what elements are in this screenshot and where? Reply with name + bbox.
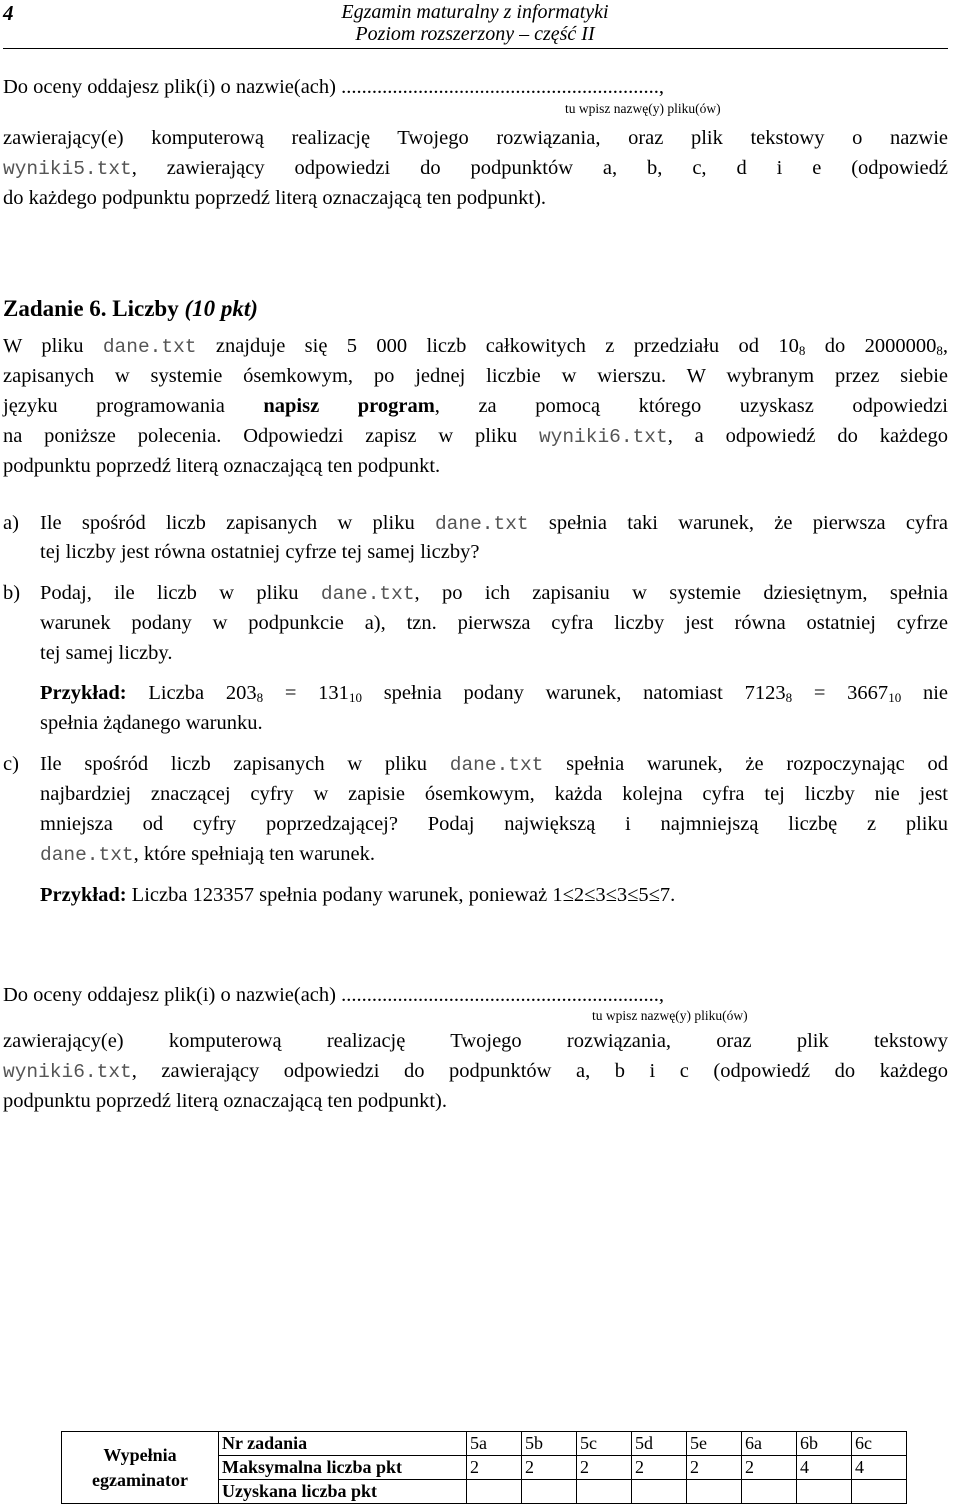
item-b-example-line2: spełnia żądanego warunku. [40,712,263,734]
intro-line1 [3,334,948,363]
text: W wybranym przez siebie [686,365,948,387]
submit-text: Do oceny oddajesz plik(i) o nazwie(ach) [3,984,342,1006]
text: Liczba 123357 spełnia podany warunek, ponieważ 1≤2≤3≤3≤5≤7. [126,884,676,906]
filename: wyniki6.txt [538,426,668,448]
item-b-label: b) [3,582,21,604]
text: zapisanych w systemie ósemkowym, po jednej liczbie w wierszu. [3,365,687,387]
block6-line4: podpunktu poprzedź literą oznaczającą ten podpunkt). [3,1090,447,1112]
task-title: Zadanie 6. Liczby [3,296,185,321]
examiner-label: Wypełnia [103,1445,177,1465]
item-c-line2: najbardziej znaczącej cyfry w zapisie ósemkowym, każda kolejna cyfra tej liczby nie jest [40,783,948,805]
text: Ile spośród liczb zapisanych w pliku [40,512,435,534]
item-b-line3: tej samej liczby. [40,642,173,664]
score-input-cell[interactable] [852,1480,907,1504]
text: = 3667 [792,682,889,704]
item-a-line2: tej liczby jest równa ostatniej cyfrze tej samej liczby? [40,541,480,563]
table-cell: 6b [797,1432,852,1456]
subscript: 8 [256,690,264,705]
item-c-label: c) [3,753,19,775]
table-cell: 2 [742,1456,797,1480]
item-b-example [40,681,948,710]
header-title-2: Poziom rozszerzony – część II [355,23,595,45]
table-cell: 5d [632,1432,687,1456]
table-cell: 2 [467,1456,522,1480]
table-cell: 4 [852,1456,907,1480]
filename: dane.txt [40,844,134,866]
score-input-cell[interactable] [632,1480,687,1504]
text: języku programowania [3,395,264,417]
subscript: 8 [785,690,793,705]
subscript: 8 [936,343,943,358]
text: znajduje się 5 000 liczb całkowitych z przedziału od 10 [196,335,799,357]
filename: wyniki5.txt [3,158,132,180]
task-heading [3,296,258,322]
page-number: 4 [3,1,14,25]
text: , zawierający odpowiedzi do podpunktów a, b, c, d i e (odpowiedź [131,157,948,179]
filename: dane.txt [102,336,197,358]
item-a-line1 [40,511,948,536]
score-input-cell[interactable] [522,1480,577,1504]
score-input-cell[interactable] [577,1480,632,1504]
filename: dane.txt [449,754,544,776]
submit-line-6 [3,983,948,1007]
text: nie [901,682,948,704]
subscript: 8 [798,343,806,358]
header-title-1: Egzamin maturalny z informatyki [341,1,609,23]
intro-line3 [3,394,948,418]
bold-instruction: napisz program [263,395,435,417]
task-points: (10 pkt) [184,296,258,321]
table-cell: 2 [522,1456,577,1480]
filename: wyniki6.txt [3,1061,132,1083]
text: na poniższe polecenia. Odpowiedzi zapisz w pliku [3,425,539,447]
row-label: Maksymalna liczba pkt [219,1456,467,1480]
item-a-label: a) [3,512,19,534]
example-label: Przykład: [40,884,127,906]
filename-hint: tu wpisz nazwę(y) pliku(ów) [565,101,721,116]
block5-line2: zawierający(e) komputerową realizację Twojego rozwiązania, oraz plik tekstowy o nazwie [3,127,948,149]
subscript: 10 [888,690,902,705]
text: , za pomocą którego uzyskasz odpowiedzi [434,395,948,417]
score-input-cell[interactable] [797,1480,852,1504]
text: spełnia taki warunek, że pierwsza cyfra [528,512,948,534]
submit-dots: .............................................................., [341,984,664,1006]
examiner-label: egzaminator [92,1470,188,1490]
filename: dane.txt [434,513,529,535]
table-cell: 2 [632,1456,687,1480]
text: Liczba 203 [126,682,257,704]
examiner-cell [62,1432,219,1504]
item-c-line1 [40,752,948,777]
score-input-cell[interactable] [742,1480,797,1504]
filename-hint: tu wpisz nazwę(y) pliku(ów) [592,1008,748,1023]
block6-line2: zawierający(e) komputerową realizację Twojego rozwiązania, oraz plik tekstowy [3,1030,948,1052]
header-rule [3,48,948,49]
item-b-line1 [40,581,948,606]
row-label: Uzyskana liczba pkt [219,1480,467,1504]
text: , [942,335,949,357]
text: spełnia warunek, że rozpoczynając od [543,753,948,775]
table-cell: 5e [687,1432,742,1456]
item-c-line3: mniejsza od cyfry poprzedzającej? Podaj największą i najmniejszą liczbę z pliku [40,813,948,835]
intro-line5: podpunktu poprzedź literą oznaczającą ten podpunkt. [3,455,441,477]
text: , zawierający odpowiedzi do podpunktów a, b i c (odpowiedź do każdego [131,1060,948,1082]
table-cell: 6a [742,1432,797,1456]
block6-line3 [3,1059,948,1084]
table-cell: 5a [467,1432,522,1456]
table-cell: 2 [687,1456,742,1480]
intro-line4 [3,424,948,449]
item-c-example [40,883,948,907]
text: = 131 [263,682,349,704]
example-label: Przykład: [40,682,127,704]
table-cell: 6c [852,1432,907,1456]
text: Ile spośród liczb zapisanych w pliku [40,753,450,775]
text: Podaj, ile liczb w pliku [40,582,321,604]
table-cell: 4 [797,1456,852,1480]
item-b-line2: warunek podany w podpunkcie a), tzn. pierwsza cyfra liczby jest równa ostatniej cyfrze [40,612,948,634]
submit-text: Do oceny oddajesz plik(i) o nazwie(ach) [3,76,342,98]
block5-line3 [3,156,948,181]
text: , które spełniają ten warunek. [133,843,375,865]
score-table [61,1431,907,1504]
text: spełnia podany warunek, natomiast 7123 [361,682,786,704]
table-cell: 2 [577,1456,632,1480]
text: do 2000000 [805,335,937,357]
table-cell: 5c [577,1432,632,1456]
item-c-line4 [40,842,948,867]
text: W pliku [3,335,103,357]
text: , a odpowiedź do każdego [667,425,949,447]
table-row [62,1432,907,1456]
score-input-cell[interactable] [467,1480,522,1504]
submit-dots: .............................................................., [341,76,664,98]
submit-line-5 [3,75,948,99]
block5-line4: do każdego podpunktu poprzedź literą oznaczającą ten podpunkt). [3,187,547,209]
text: , po ich zapisaniu w systemie dziesiętnym, spełnia [414,582,948,604]
score-input-cell[interactable] [687,1480,742,1504]
table-cell: 5b [522,1432,577,1456]
filename: dane.txt [320,583,415,605]
row-label: Nr zadania [219,1432,467,1456]
subscript: 10 [348,690,362,705]
intro-line2 [3,364,948,388]
